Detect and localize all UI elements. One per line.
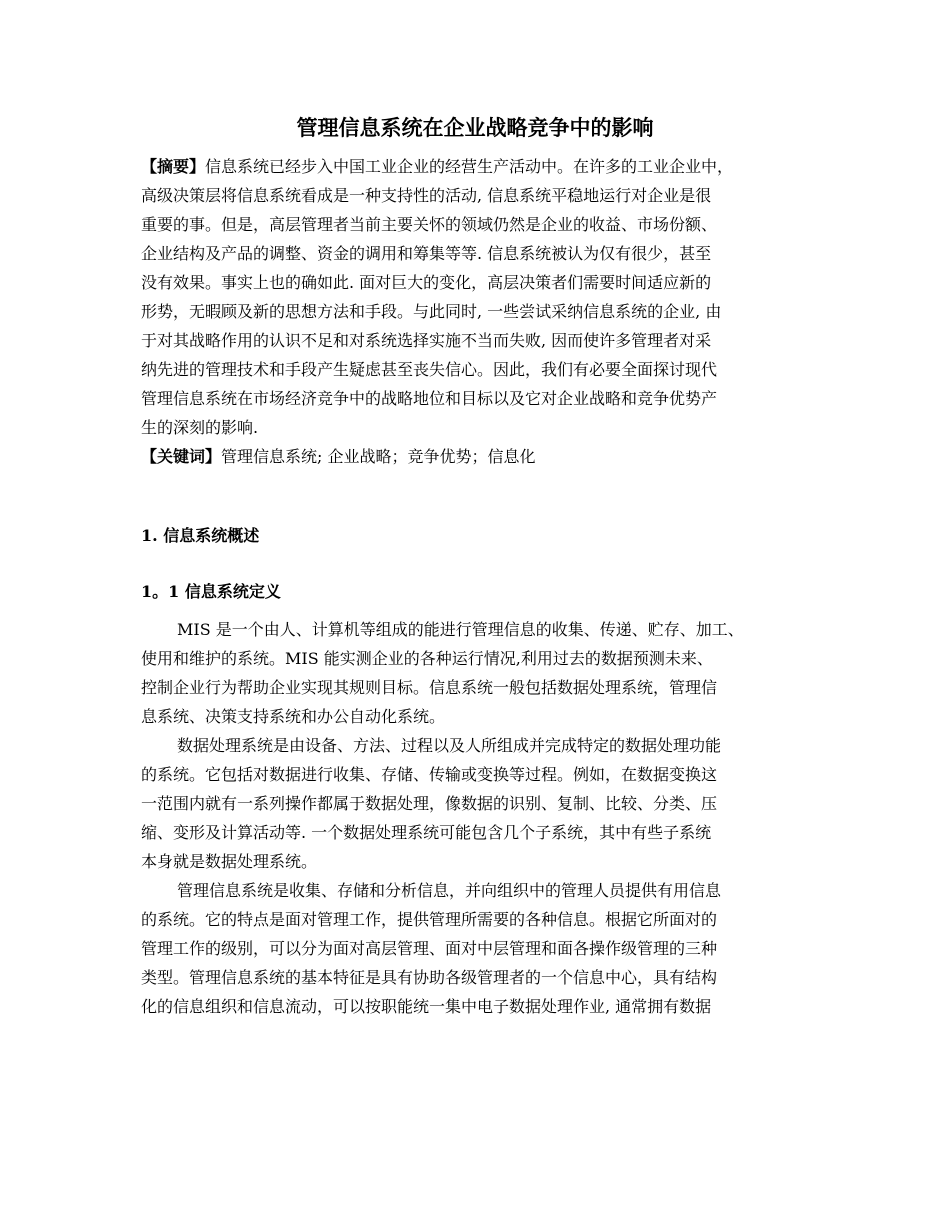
paragraph-line: 管理信息系统是收集、存储和分析信息，并向组织中的管理人员提供有用信息 xyxy=(177,881,722,900)
abstract-line: 纳先进的管理技术和手段产生疑虑甚至丧失信心。因此，我们有必要全面探讨现代 xyxy=(141,360,718,379)
keywords-line xyxy=(141,442,825,471)
section-1-1-heading: 1。1 信息系统定义 xyxy=(141,582,281,601)
abstract-paragraph xyxy=(141,152,825,471)
paragraph-line: 数据处理系统是由设备、方法、过程以及人所组成并完成特定的数据处理功能 xyxy=(177,736,722,755)
paragraph-line: 管理工作的级别，可以分为面对高层管理、面对中层管理和面各操作级管理的三种 xyxy=(141,939,718,958)
abstract-line xyxy=(141,152,825,181)
paragraph-line: 化的信息组织和信息流动，可以按职能统一集中电子数据处理作业, 通常拥有数据 xyxy=(141,997,712,1016)
paragraph-line: 使用和维护的系统。MIS 能实测企业的各种运行情况,利用过去的数据预测未来、 xyxy=(141,649,713,668)
paragraph-line: 本身就是数据处理系统。 xyxy=(141,852,318,871)
abstract-line: 高级决策层将信息系统看成是一种支持性的活动, 信息系统平稳地运行对企业是很 xyxy=(141,186,712,205)
body-text xyxy=(141,615,825,1021)
abstract-label: 【摘要】 xyxy=(141,157,206,176)
abstract-line: 于对其战略作用的认识不足和对系统选择实施不当而失败, 因而使许多管理者对采 xyxy=(141,331,712,350)
paragraph-line: 的系统。它的特点是面对管理工作，提供管理所需要的各种信息。根据它所面对的 xyxy=(141,910,718,929)
paragraph-line: MIS 是一个由人、计算机等组成的能进行管理信息的收集、传递、贮存、加工、 xyxy=(177,620,744,639)
abstract-line: 企业结构及产品的调整、资金的调用和筹集等等. 信息系统被认为仅有很少，甚至 xyxy=(141,244,712,263)
section-1-heading: 1. 信息系统概述 xyxy=(141,526,260,545)
paragraph-line: 类型。管理信息系统的基本特征是具有协助各级管理者的一个信息中心，具有结构 xyxy=(141,968,718,987)
abstract-line: 重要的事。但是，高层管理者当前主要关怀的领域仍然是企业的收益、市场份额、 xyxy=(141,215,718,234)
paragraph-line: 控制企业行为帮助企业实现其规则目标。信息系统一般包括数据处理系统，管理信 xyxy=(141,678,718,697)
abstract-line: 没有效果。事实上也的确如此. 面对巨大的变化，高层决策者们需要时间适应新的 xyxy=(141,273,712,292)
paragraph-line: 一范围内就有一系列操作都属于数据处理，像数据的识别、复制、比较、分类、压 xyxy=(141,794,718,813)
abstract-line: 管理信息系统在市场经济竞争中的战略地位和目标以及它对企业战略和竞争优势产 xyxy=(141,389,718,408)
abstract-line: 生的深刻的影响. xyxy=(141,418,259,437)
paragraph-line: 息系统、决策支持系统和办公自动化系统。 xyxy=(141,707,446,726)
keywords-text: 管理信息系统; 企业战略；竞争优势；信息化 xyxy=(221,447,536,466)
document-title: 管理信息系统在企业战略竞争中的影响 xyxy=(296,115,654,140)
paragraph-line: 缩、变形及计算活动等. 一个数据处理系统可能包含几个子系统，其中有些子系统 xyxy=(141,823,712,842)
keywords-label: 【关键词】 xyxy=(141,447,222,466)
paragraph-line: 的系统。它包括对数据进行收集、存储、传输或变换等过程。例如，在数据变换这 xyxy=(141,765,718,784)
abstract-line: 形势，无暇顾及新的思想方法和手段。与此同时, 一些尝试采纳信息系统的企业, 由 xyxy=(141,302,722,321)
abstract-text: 信息系统已经步入中国工业企业的经营生产活动中。在许多的工业企业中， xyxy=(205,157,734,176)
